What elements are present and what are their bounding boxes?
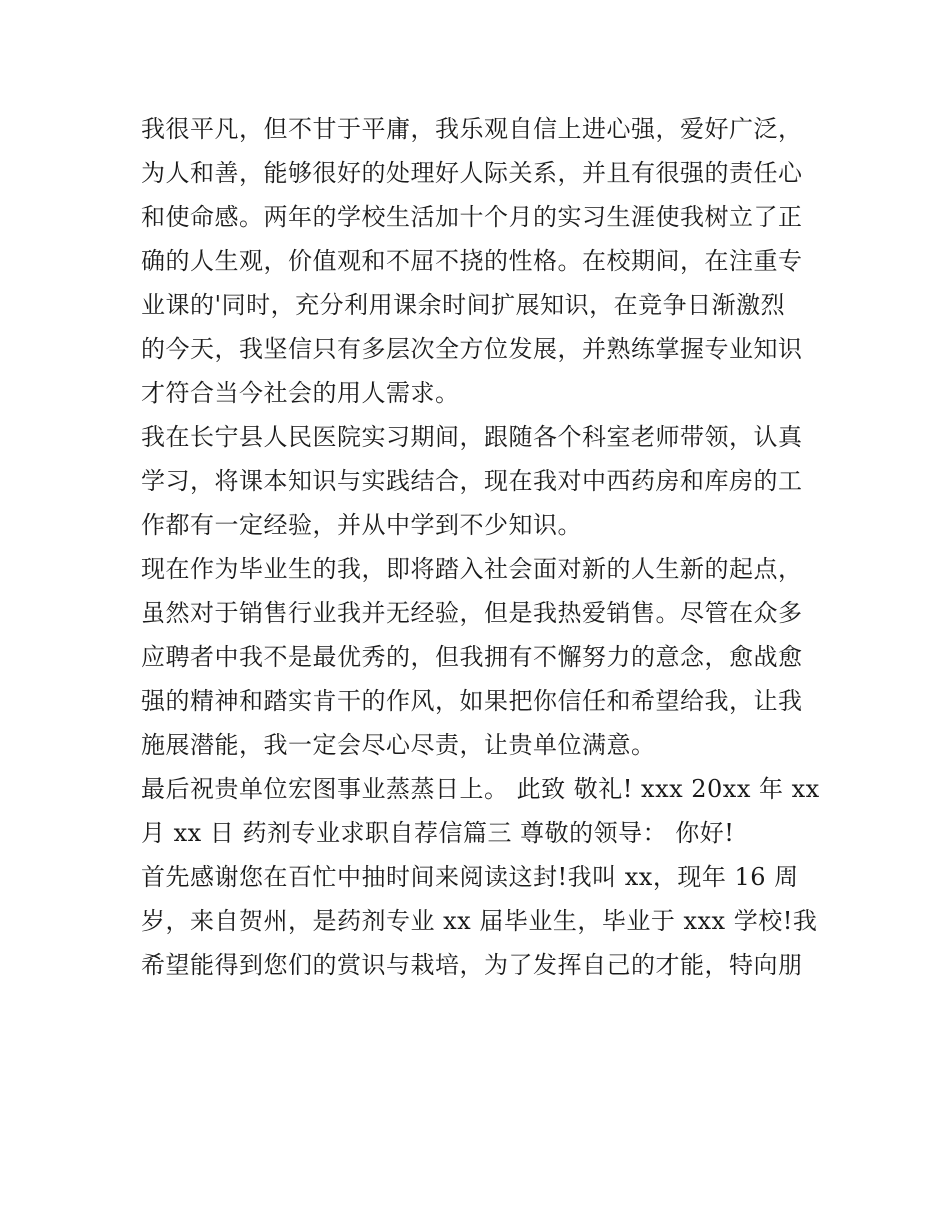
text-line: 确的人生观，价值观和不屈不挠的性格。在校期间，在注重专 — [141, 247, 803, 275]
text-line: 现在作为毕业生的我，即将踏入社会面对新的人生新的起点， — [141, 555, 803, 583]
text-line: 施展潜能，我一定会尽心尽责，让贵单位满意。 — [141, 731, 656, 759]
text-line: 为人和善，能够很好的处理好人际关系，并且有很强的责任心 — [141, 159, 803, 187]
text-line: 希望能得到您们的赏识与栽培，为了发挥自己的才能，特向朋 — [141, 951, 803, 979]
document-body — [141, 107, 821, 987]
text-line: 我在长宁县人民医院实习期间，跟随各个科室老师带领，认真 — [141, 423, 803, 451]
text-line: 强的精神和踏实肯干的作风，如果把你信任和希望给我，让我 — [141, 687, 803, 715]
text-line: 我很平凡，但不甘于平庸，我乐观自信上进心强，爱好广泛， — [141, 115, 803, 143]
text-line: 作都有一定经验，并从中学到不少知识。 — [141, 511, 582, 539]
text-line: 的今天，我坚信只有多层次全方位发展，并熟练掌握专业知识 — [141, 335, 803, 363]
text-line: 最后祝贵单位宏图事业蒸蒸日上。 此致 敬礼! xxx 20xx 年 xx — [141, 775, 820, 803]
text-line: 岁，来自贺州，是药剂专业 xx 届毕业生，毕业于 xxx 学校!我 — [141, 907, 818, 935]
text-line: 业课的'同时，充分利用课余时间扩展知识，在竞争日渐激烈 — [141, 291, 786, 319]
text-line: 月 xx 日 药剂专业求职自荐信篇三 尊敬的领导： 你好! — [141, 819, 735, 847]
text-line: 虽然对于销售行业我并无经验，但是我热爱销售。尽管在众多 — [141, 599, 803, 627]
text-line: 学习，将课本知识与实践结合，现在我对中西药房和库房的工 — [141, 467, 803, 495]
text-line: 和使命感。两年的学校生活加十个月的实习生涯使我树立了正 — [141, 203, 803, 231]
text-line: 应聘者中我不是最优秀的，但我拥有不懈努力的意念，愈战愈 — [141, 643, 803, 671]
text-line: 首先感谢您在百忙中抽时间来阅读这封!我叫 xx，现年 16 周 — [141, 863, 799, 891]
text-line: 才符合当今社会的用人需求。 — [141, 379, 460, 407]
